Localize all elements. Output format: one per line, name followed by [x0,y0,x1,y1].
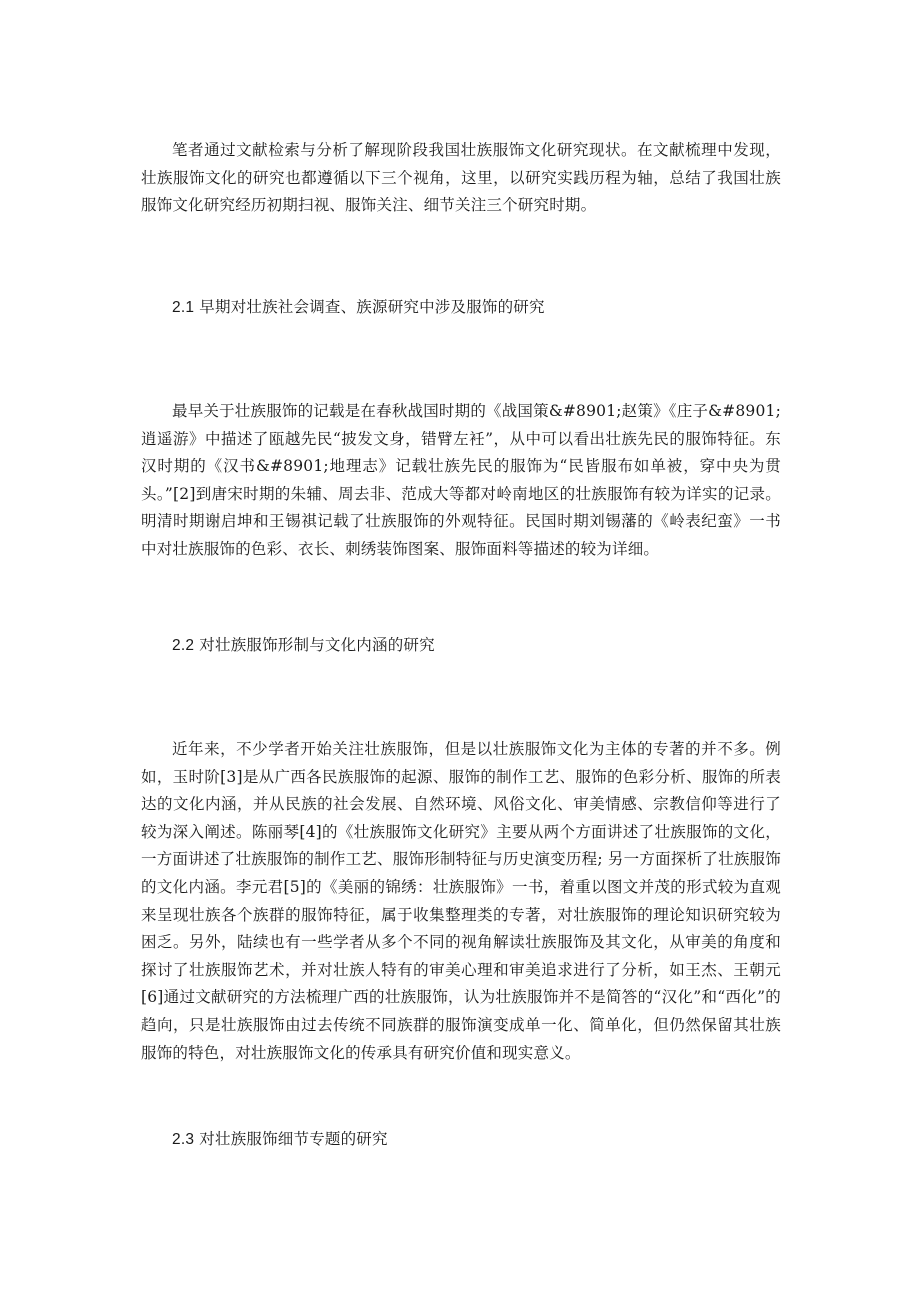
modern-research-paragraph: 近年来，不少学者开始关注壮族服饰，但是以壮族服饰文化为主体的专著的并不多。例如，玉时阶[3]是从广西各民族服饰的起源、服饰的制作工艺、服饰的色彩分析、服饰的所表达的文化内涵，并从民族的社会发展、自然环境、风俗文化、审美情感、宗教信仰等进行了较为深入阐述。陈丽琴[4]的《壮族服饰文化研究》主要从两个方面讲述了壮族服饰的文化，一方面讲述了壮族服饰的制作工艺、服饰形制特征与历史演变历程; 另一方面探析了壮族服饰的文化内涵。李元君[5]的《美丽的锦绣：壮族服饰》一书，着重以图文并茂的形式较为直观来呈现壮族各个族群的服饰特征，属于收集整理类的专著，对壮族服饰的理论知识研究较为困乏。另外，陆续也有一些学者从多个不同的视角解读壮族服饰及其文化，从审美的角度和探讨了壮族服饰艺术，并对壮族人特有的审美心理和审美追求进行了分析，如王杰、王朝元[6]通过文献研究的方法梳理广西的壮族服饰，认为壮族服饰并不是简答的“汉化”和“西化”的趋向，只是壮族服饰由过去传统不同族群的服饰演变成单一化、简单化，但仍然保留其壮族服饰的特色，对壮族服饰文化的传承具有研究价值和现实意义。 [141,740,781,1062]
section-heading-2-3 [172,1128,388,1151]
section-title: 早期对壮族社会调查、族源研究中涉及服饰的研究 [199,298,545,316]
section-number: 2.3 [172,1131,195,1148]
early-records-paragraph: 最早关于壮族服饰的记载是在春秋战国时期的《战国策&#8901;赵策》《庄子&#8901;逍遥游》中描述了瓯越先民“披发文身，错臂左衽”，从中可以看出壮族先民的服饰特征。东汉时期的《汉书&#8901;地理志》记载壮族先民的服饰为“民皆服布如单被，穿中央为贯头。”[2]到唐宋时期的朱辅、周去非、范成大等都对岭南地区的壮族服饰有较为详实的记录。明清时期谢启坤和王锡祺记载了壮族服饰的外观特征。民国时期刘锡藩的《岭表纪蛮》一书中对壮族服饰的色彩、衣长、刺绣装饰图案、服饰面料等描述的较为详细。 [141,402,781,558]
section-number: 2.2 [172,637,195,654]
section-number: 2.1 [172,299,195,316]
section-title: 对壮族服饰细节专题的研究 [199,1130,388,1148]
intro-paragraph: 笔者通过文献检索与分析了解现阶段我国壮族服饰文化研究现状。在文献梳理中发现，壮族服饰文化的研究也都遵循以下三个视角，这里，以研究实践历程为轴，总结了我国壮族服饰文化研究经历初期扫视、服饰关注、细节关注三个研究时期。 [141,141,781,215]
section-heading-2-1 [172,296,545,319]
section-heading-2-2 [172,634,435,657]
section-title: 对壮族服饰形制与文化内涵的研究 [199,636,435,654]
